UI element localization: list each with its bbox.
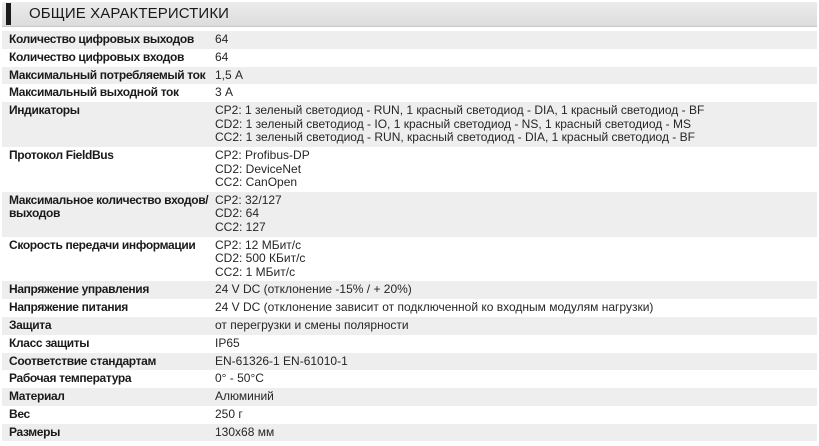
spec-label: Максимальный выходной ток [2,84,211,102]
spec-value-line: 250 г [215,406,243,421]
spec-label: Максимальный потребляемый ток [2,67,211,85]
spec-label: Напряжение управления [2,281,211,299]
spec-row [2,67,817,85]
spec-value-line: 64 [215,32,229,46]
spec-value-line: EN-61326-1 EN-61010-1 [215,353,348,368]
spec-label: Соответствие стандартам [2,353,211,371]
spec-value-line: 0° - 50°С [215,371,264,386]
spec-value-line: CP2: 12 МБит/с [215,237,302,252]
spec-value [211,49,817,67]
spec-label: Размеры [2,424,211,442]
spec-row [2,237,817,282]
spec-row [2,353,817,371]
spec-row [2,102,817,147]
spec-row [2,147,817,192]
spec-value [211,370,817,388]
spec-value [211,281,817,299]
spec-value [211,84,817,102]
specifications-table [2,31,817,441]
spec-value-line: CP2: 1 зеленый светодиод - RUN, 1 красный светодиод - DIA, 1 красный светодиод - BF [215,103,705,118]
spec-row [2,192,817,237]
spec-value-line: 3 А [215,85,234,100]
spec-value [211,102,817,147]
spec-row [2,424,817,442]
spec-value [211,192,817,237]
spec-label: Защита [2,317,211,335]
spec-value-line: IP65 [215,335,240,350]
spec-value-line: 130х68 мм [215,424,275,439]
spec-label: Скорость передачи информации [2,237,211,282]
spec-value [211,147,817,192]
spec-label: Индикаторы [2,102,211,147]
spec-value-line: CC2: 127 [215,219,266,234]
section-title: ОБЩИЕ ХАРАКТЕРИСТИКИ [29,5,230,22]
spec-label: Класс защиты [2,335,211,353]
spec-label: Рабочая температура [2,370,211,388]
spec-value-line: 64 [215,49,229,64]
spec-row [2,335,817,353]
spec-label: Количество цифровых входов [2,49,211,67]
spec-value-line: CC2: 1 МБит/с [215,264,296,279]
spec-row [2,299,817,317]
spec-value [211,388,817,406]
spec-label: Вес [2,406,211,424]
spec-value-line: от перегрузки и смены полярности [215,317,409,332]
spec-value [211,406,817,424]
section-header [2,2,817,27]
spec-label: Напряжение питания [2,299,211,317]
spec-label: Максимальное количество входов/выходов [2,192,211,237]
spec-value [211,335,817,353]
spec-value [211,424,817,442]
spec-row [2,84,817,102]
header-accent-bar [6,3,11,25]
spec-value-line: CC2: CanOpen [215,175,298,190]
spec-row [2,406,817,424]
spec-value [211,353,817,371]
spec-value [211,299,817,317]
spec-row [2,388,817,406]
spec-value-line: CD2: 64 [215,206,260,221]
spec-value-line: 1,5 А [215,67,244,82]
spec-value-line: CD2: 1 зеленый светодиод - IO, 1 красный светодиод - NS, 1 красный светодиод - MS [215,116,691,131]
spec-value [211,237,817,282]
spec-row [2,49,817,67]
spec-label: Протокол FieldBus [2,147,211,192]
spec-label: Материал [2,388,211,406]
spec-value-line: CD2: 500 КБит/с [215,251,306,266]
spec-row [2,317,817,335]
spec-value-line: Алюминий [215,389,274,404]
spec-row [2,31,817,49]
spec-label: Количество цифровых выходов [2,31,211,49]
spec-value-line: 24 V DC (отклонение -15% / + 20%) [215,282,412,297]
spec-value [211,31,817,49]
spec-value-line: CD2: DeviceNet [215,161,302,176]
spec-value [211,67,817,85]
specifications-table-body [2,31,817,441]
spec-row [2,281,817,299]
spec-value-line: 24 V DC (отклонение зависит от подключенной ко входным модулям нагрузки) [215,300,654,315]
spec-value [211,317,817,335]
spec-value-line: CC2: 1 зеленый светодиод - RUN, красный светодиод - DIA, 1 красный светодиод - BF [215,130,695,145]
spec-value-line: CP2: 32/127 [215,192,282,207]
spec-row [2,370,817,388]
spec-value-line: CP2: Profibus-DP [215,147,310,162]
